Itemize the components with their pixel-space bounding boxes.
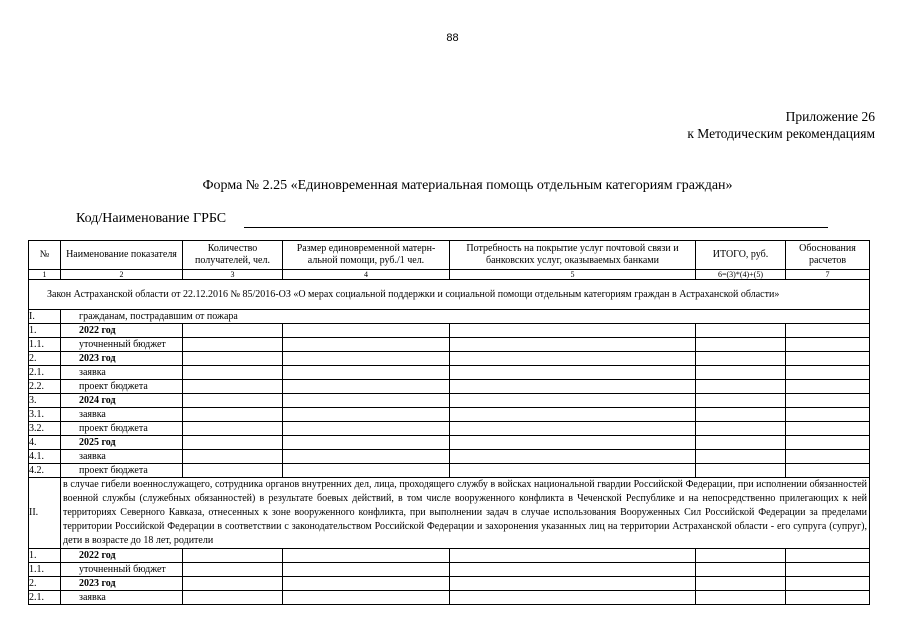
value-cell[interactable]	[696, 366, 786, 380]
table-row	[29, 563, 870, 577]
value-cell[interactable]	[450, 450, 696, 464]
value-cell[interactable]	[786, 422, 870, 436]
column-number: 1	[29, 270, 61, 280]
value-cell[interactable]	[283, 394, 450, 408]
table-row	[29, 436, 870, 450]
value-cell[interactable]	[183, 436, 283, 450]
row-name: проект бюджета	[61, 422, 183, 436]
table-row	[29, 549, 870, 563]
value-cell[interactable]	[283, 436, 450, 450]
column-number: 7	[786, 270, 870, 280]
table-row	[29, 394, 870, 408]
row-number: 2.	[29, 352, 61, 366]
value-cell[interactable]	[786, 394, 870, 408]
header-cell: Количество получателей, чел.	[183, 241, 283, 270]
row-name: проект бюджета	[61, 380, 183, 394]
row-name: заявка	[61, 408, 183, 422]
grbs-fill-line[interactable]	[244, 227, 828, 228]
value-cell[interactable]	[450, 422, 696, 436]
value-cell[interactable]	[183, 338, 283, 352]
value-cell[interactable]	[450, 380, 696, 394]
value-cell[interactable]	[450, 464, 696, 478]
row-name: проект бюджета	[61, 464, 183, 478]
appendix-line-1: Приложение 26	[785, 109, 875, 124]
value-cell[interactable]	[696, 450, 786, 464]
row-name: уточненный бюджет	[61, 338, 183, 352]
row-name: 2023 год	[61, 352, 183, 366]
table-row	[29, 366, 870, 380]
value-cell[interactable]	[183, 450, 283, 464]
value-cell[interactable]	[183, 422, 283, 436]
value-cell[interactable]	[696, 338, 786, 352]
column-number: 3	[183, 270, 283, 280]
column-number: 4	[283, 270, 450, 280]
table-row	[29, 408, 870, 422]
value-cell[interactable]	[450, 436, 696, 450]
value-cell[interactable]	[183, 408, 283, 422]
section-title: гражданам, пострадавшим от пожара	[61, 310, 870, 324]
value-cell[interactable]	[696, 591, 786, 605]
value-cell[interactable]	[283, 338, 450, 352]
row-number: 2.1.	[29, 591, 61, 605]
row-name: 2025 год	[61, 436, 183, 450]
value-cell[interactable]	[696, 324, 786, 338]
row-number: 1.1.	[29, 563, 61, 577]
row-number: 3.	[29, 394, 61, 408]
value-cell[interactable]	[696, 436, 786, 450]
form-title: Форма № 2.25 «Единовременная материальная помощь отдельным категориям граждан»	[202, 178, 733, 193]
value-cell[interactable]	[283, 549, 450, 563]
value-cell[interactable]	[183, 577, 283, 591]
section-number: II.	[29, 478, 61, 549]
value-cell[interactable]	[183, 380, 283, 394]
row-number: 1.1.	[29, 338, 61, 352]
value-cell[interactable]	[786, 549, 870, 563]
value-cell[interactable]	[696, 464, 786, 478]
value-cell[interactable]	[786, 338, 870, 352]
column-number: 5	[450, 270, 696, 280]
value-cell[interactable]	[696, 408, 786, 422]
grbs-label: Код/Наименование ГРБС	[76, 211, 227, 226]
header-cell: Наименование показателя	[61, 241, 183, 270]
value-cell[interactable]	[786, 380, 870, 394]
value-cell[interactable]	[786, 464, 870, 478]
value-cell[interactable]	[183, 366, 283, 380]
value-cell[interactable]	[450, 338, 696, 352]
page-number: 88	[446, 32, 459, 44]
row-number: 1.	[29, 549, 61, 563]
row-number: 3.2.	[29, 422, 61, 436]
section-number: I.	[29, 310, 61, 324]
row-number: 2.	[29, 577, 61, 591]
value-cell[interactable]	[183, 352, 283, 366]
value-cell[interactable]	[450, 549, 696, 563]
row-name: заявка	[61, 450, 183, 464]
table-row	[29, 380, 870, 394]
value-cell[interactable]	[283, 324, 450, 338]
value-cell[interactable]	[183, 591, 283, 605]
row-number: 4.1.	[29, 450, 61, 464]
value-cell[interactable]	[786, 450, 870, 464]
value-cell[interactable]	[283, 408, 450, 422]
value-cell[interactable]	[283, 450, 450, 464]
form-table	[28, 240, 870, 605]
column-number: 2	[61, 270, 183, 280]
row-name: заявка	[61, 366, 183, 380]
value-cell[interactable]	[450, 352, 696, 366]
column-number: 6=(3)*(4)+(5)	[696, 270, 786, 280]
value-cell[interactable]	[786, 577, 870, 591]
table-row	[29, 324, 870, 338]
value-cell[interactable]	[450, 563, 696, 577]
table-row	[29, 591, 870, 605]
value-cell[interactable]	[696, 577, 786, 591]
value-cell[interactable]	[283, 352, 450, 366]
row-name: 2022 год	[61, 549, 183, 563]
table-row	[29, 352, 870, 366]
value-cell[interactable]	[450, 577, 696, 591]
value-cell[interactable]	[183, 563, 283, 577]
value-cell[interactable]	[696, 394, 786, 408]
appendix-line-2: к Методическим рекомендациям	[687, 126, 875, 141]
value-cell[interactable]	[183, 394, 283, 408]
value-cell[interactable]	[183, 464, 283, 478]
value-cell[interactable]	[786, 324, 870, 338]
value-cell[interactable]	[786, 366, 870, 380]
row-name: заявка	[61, 591, 183, 605]
value-cell[interactable]	[786, 408, 870, 422]
value-cell[interactable]	[450, 394, 696, 408]
row-number: 4.	[29, 436, 61, 450]
section-row	[29, 310, 870, 324]
row-number: 1.	[29, 324, 61, 338]
value-cell[interactable]	[786, 591, 870, 605]
row-number: 4.2.	[29, 464, 61, 478]
header-row	[29, 241, 870, 270]
row-number: 3.1.	[29, 408, 61, 422]
law-row	[29, 280, 870, 310]
value-cell[interactable]	[450, 408, 696, 422]
table-row	[29, 422, 870, 436]
header-cell: Потребность на покрытие услуг почтовой связи и банковских услуг, оказываемых банками	[450, 241, 696, 270]
section-row	[29, 478, 870, 549]
value-cell[interactable]	[283, 563, 450, 577]
table-row	[29, 338, 870, 352]
value-cell[interactable]	[450, 324, 696, 338]
value-cell[interactable]	[283, 380, 450, 394]
value-cell[interactable]	[786, 352, 870, 366]
value-cell[interactable]	[450, 591, 696, 605]
value-cell[interactable]	[786, 436, 870, 450]
header-cell: Обоснования расчетов	[786, 241, 870, 270]
appendix-note	[687, 108, 875, 142]
row-number: 2.1.	[29, 366, 61, 380]
value-cell[interactable]	[183, 324, 283, 338]
header-cell: №	[29, 241, 61, 270]
value-cell[interactable]	[183, 549, 283, 563]
value-cell[interactable]	[450, 366, 696, 380]
section-title: в случае гибели военнослужащего, сотрудника органов внутренних дел, лица, проходящего службу в войсках национальной гвардии Российской Федерации, при исполнении обязанностей военной службы (служебных обязанностей) в результате боевых действий, в том числе вооруженного конфликта в Чеченской Республике и на непосредственно прилегающих к ней территориях Северного Кавказа, отнесенных к зоне вооруженного конфликта, при выполнении задач в случае использования Вооруженных Сил Российской Федерации за пределами территории Российской Федерации в соответствии с законодательством Российской Федерации и захоронения указанных лиц на территории Астраханской области - его супруга (супруг), дети в возрасте до 18 лет, родители	[61, 478, 870, 549]
header-cell: ИТОГО, руб.	[696, 241, 786, 270]
table-row	[29, 450, 870, 464]
row-name: уточненный бюджет	[61, 563, 183, 577]
value-cell[interactable]	[696, 380, 786, 394]
value-cell[interactable]	[786, 563, 870, 577]
table-row	[29, 577, 870, 591]
column-number-row	[29, 270, 870, 280]
value-cell[interactable]	[696, 563, 786, 577]
table-row	[29, 464, 870, 478]
value-cell[interactable]	[696, 422, 786, 436]
value-cell[interactable]	[283, 577, 450, 591]
row-name: 2022 год	[61, 324, 183, 338]
header-cell: Размер единовременной матерн-альной помощи, руб./1 чел.	[283, 241, 450, 270]
value-cell[interactable]	[283, 366, 450, 380]
row-name: 2024 год	[61, 394, 183, 408]
value-cell[interactable]	[696, 352, 786, 366]
value-cell[interactable]	[283, 591, 450, 605]
value-cell[interactable]	[283, 422, 450, 436]
value-cell[interactable]	[283, 464, 450, 478]
row-name: 2023 год	[61, 577, 183, 591]
value-cell[interactable]	[696, 549, 786, 563]
row-number: 2.2.	[29, 380, 61, 394]
law-text: Закон Астраханской области от 22.12.2016 № 85/2016-ОЗ «О мерах социальной поддержки и социальной помощи отдельным категориям граждан в Астраханской области»	[29, 280, 870, 310]
